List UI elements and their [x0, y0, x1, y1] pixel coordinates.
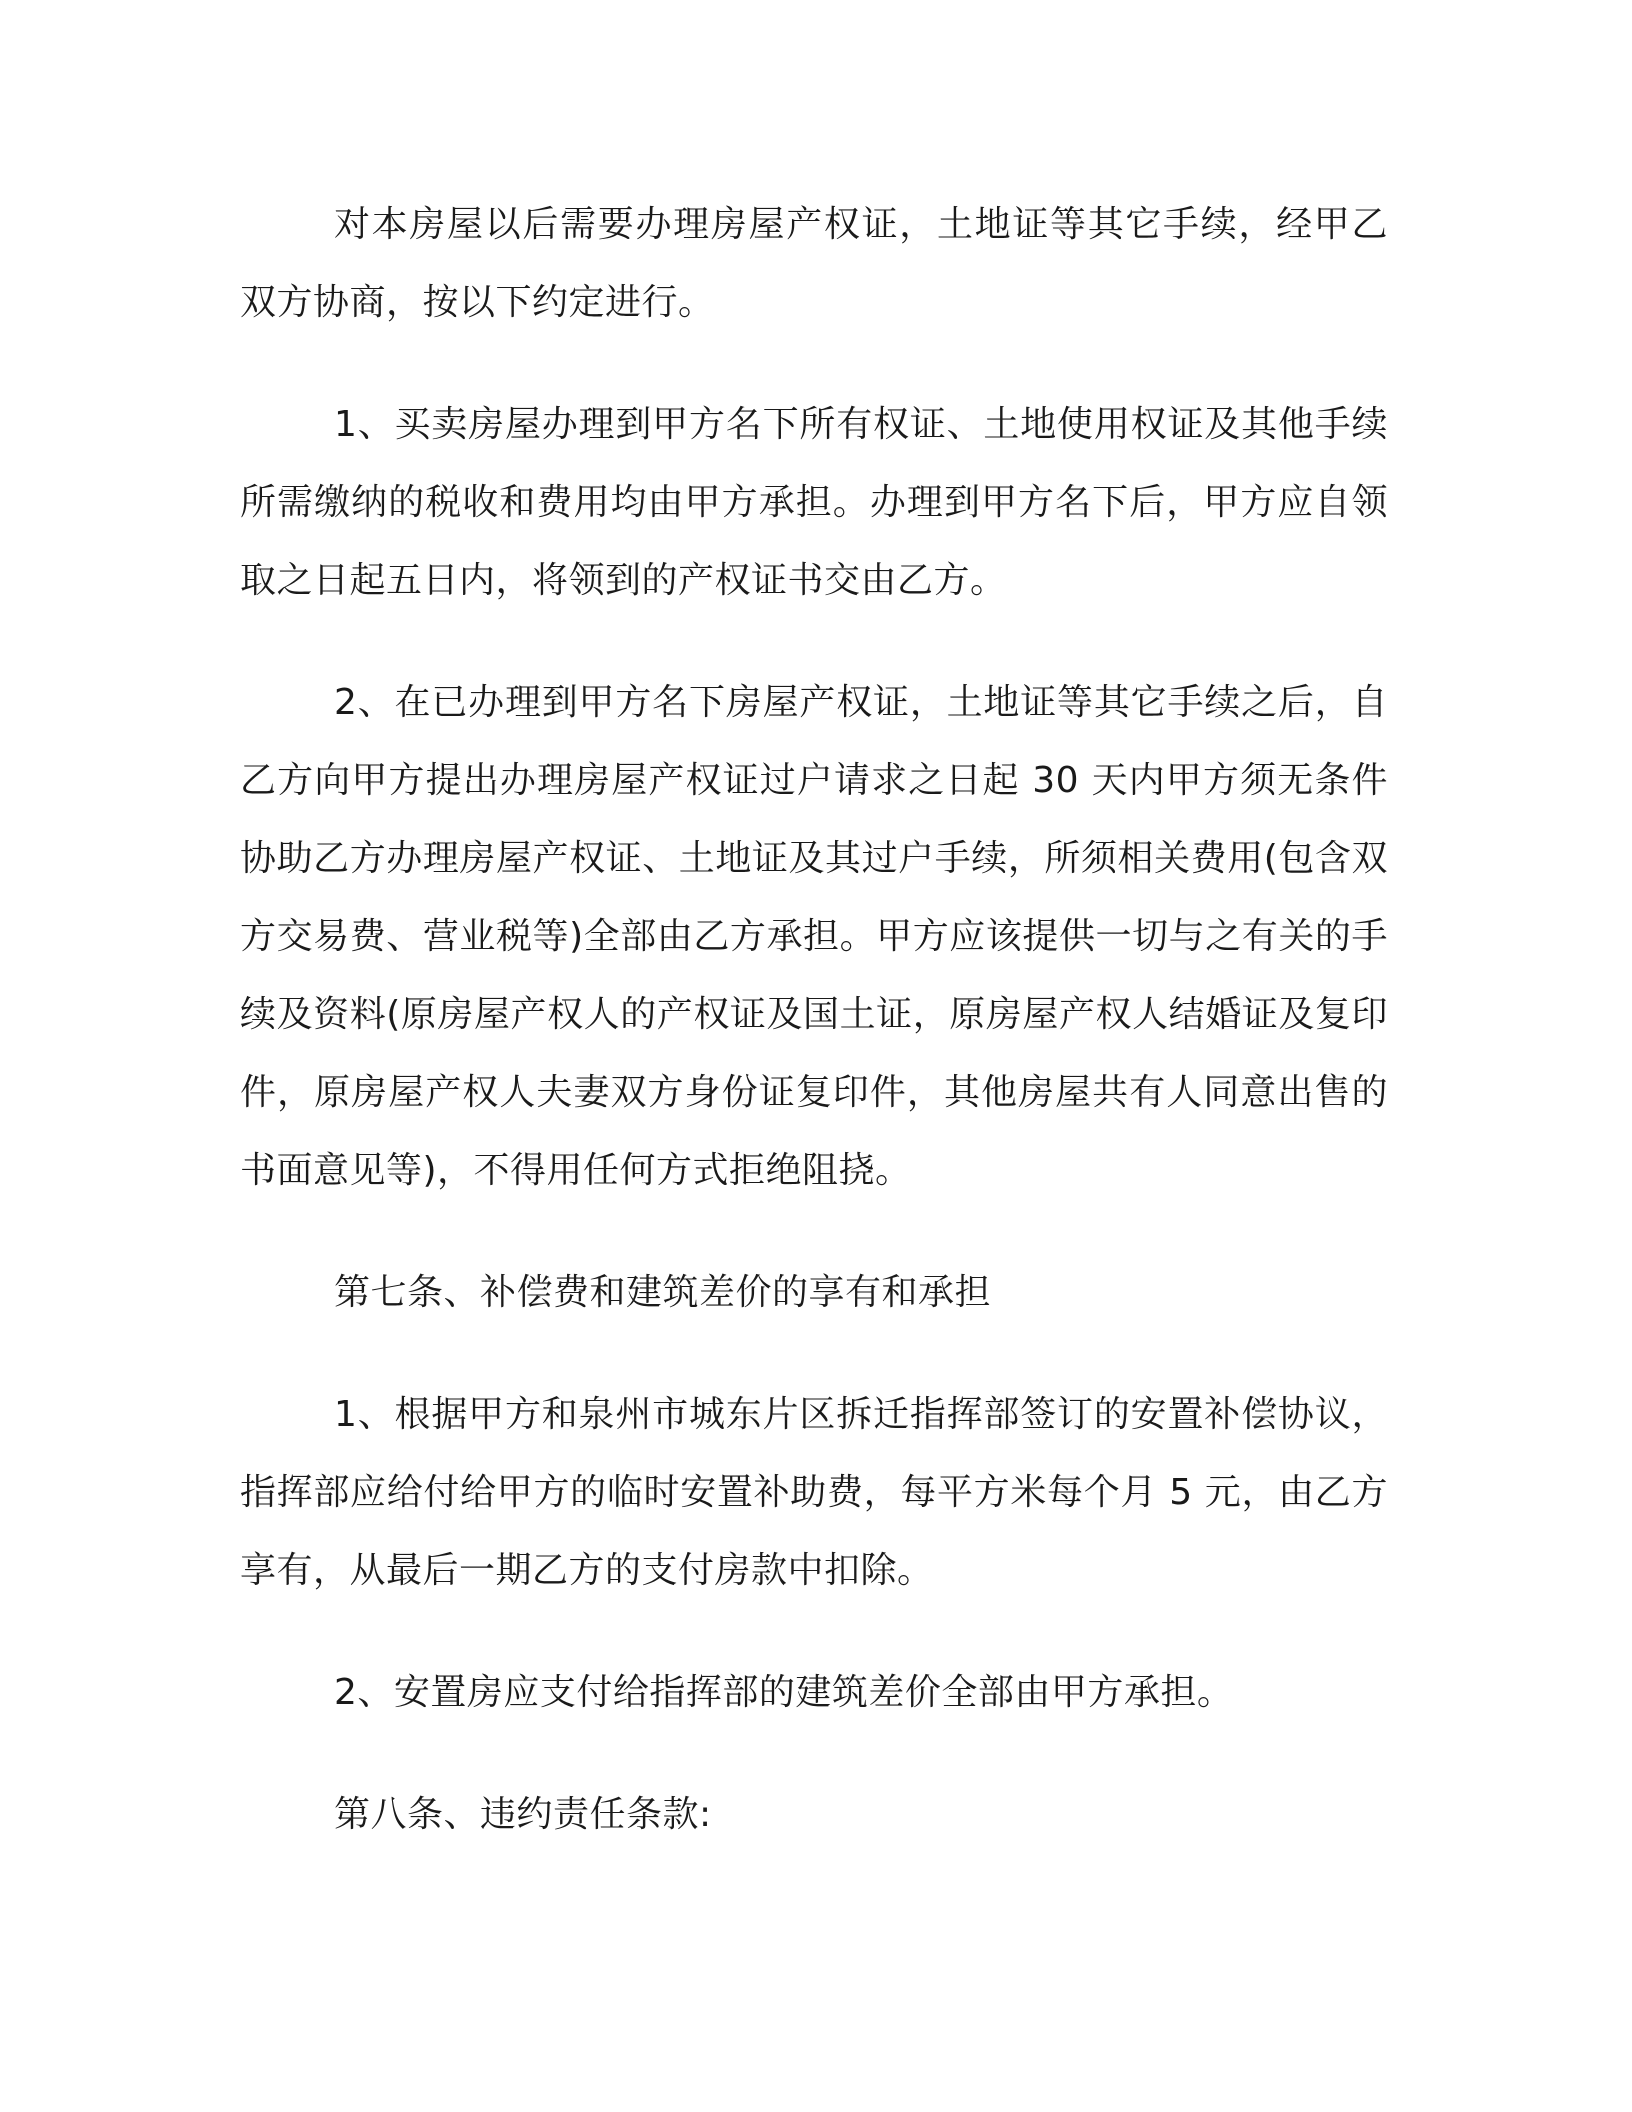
document-body: [240, 186, 1388, 1898]
paragraph-clause-2-transfer: 2、在已办理到甲方名下房屋产权证，土地证等其它手续之后，自乙方向甲方提出办理房屋产权证过户请求之日起 30 天内甲方须无条件协助乙方办理房屋产权证、土地证及其过户手续，所须相关费用(包含双方交易费、营业税等)全部由乙方承担。甲方应该提供一切与之有关的手续及资料(原房屋产权人的产权证及国土证，原房屋产权人结婚证及复印件，原房屋产权人夫妻双方身份证复印件，其他房屋共有人同意出售的书面意见等)，不得用任何方式拒绝阻挠。: [240, 682, 1388, 1191]
heading-article-7: 第七条、补偿费和建筑差价的享有和承担: [334, 1272, 992, 1313]
paragraph-article-7-clause-1: 1、根据甲方和泉州市城东片区拆迁指挥部签订的安置补偿协议，指挥部应给付给甲方的临时安置补助费，每平方米每个月 5 元，由乙方享有，从最后一期乙方的支付房款中扣除。: [240, 1394, 1388, 1591]
paragraph-procedures-intro: 对本房屋以后需要办理房屋产权证，土地证等其它手续，经甲乙双方协商，按以下约定进行。: [240, 204, 1388, 323]
paragraph-article-7-clause-2: 2、安置房应支付给指挥部的建筑差价全部由甲方承担。: [334, 1672, 1234, 1713]
heading-article-8: 第八条、违约责任条款:: [334, 1794, 712, 1835]
paragraph-clause-1-taxes: 1、买卖房屋办理到甲方名下所有权证、土地使用权证及其他手续所需缴纳的税收和费用均由甲方承担。办理到甲方名下后，甲方应自领取之日起五日内，将领到的产权证书交由乙方。: [240, 404, 1388, 601]
